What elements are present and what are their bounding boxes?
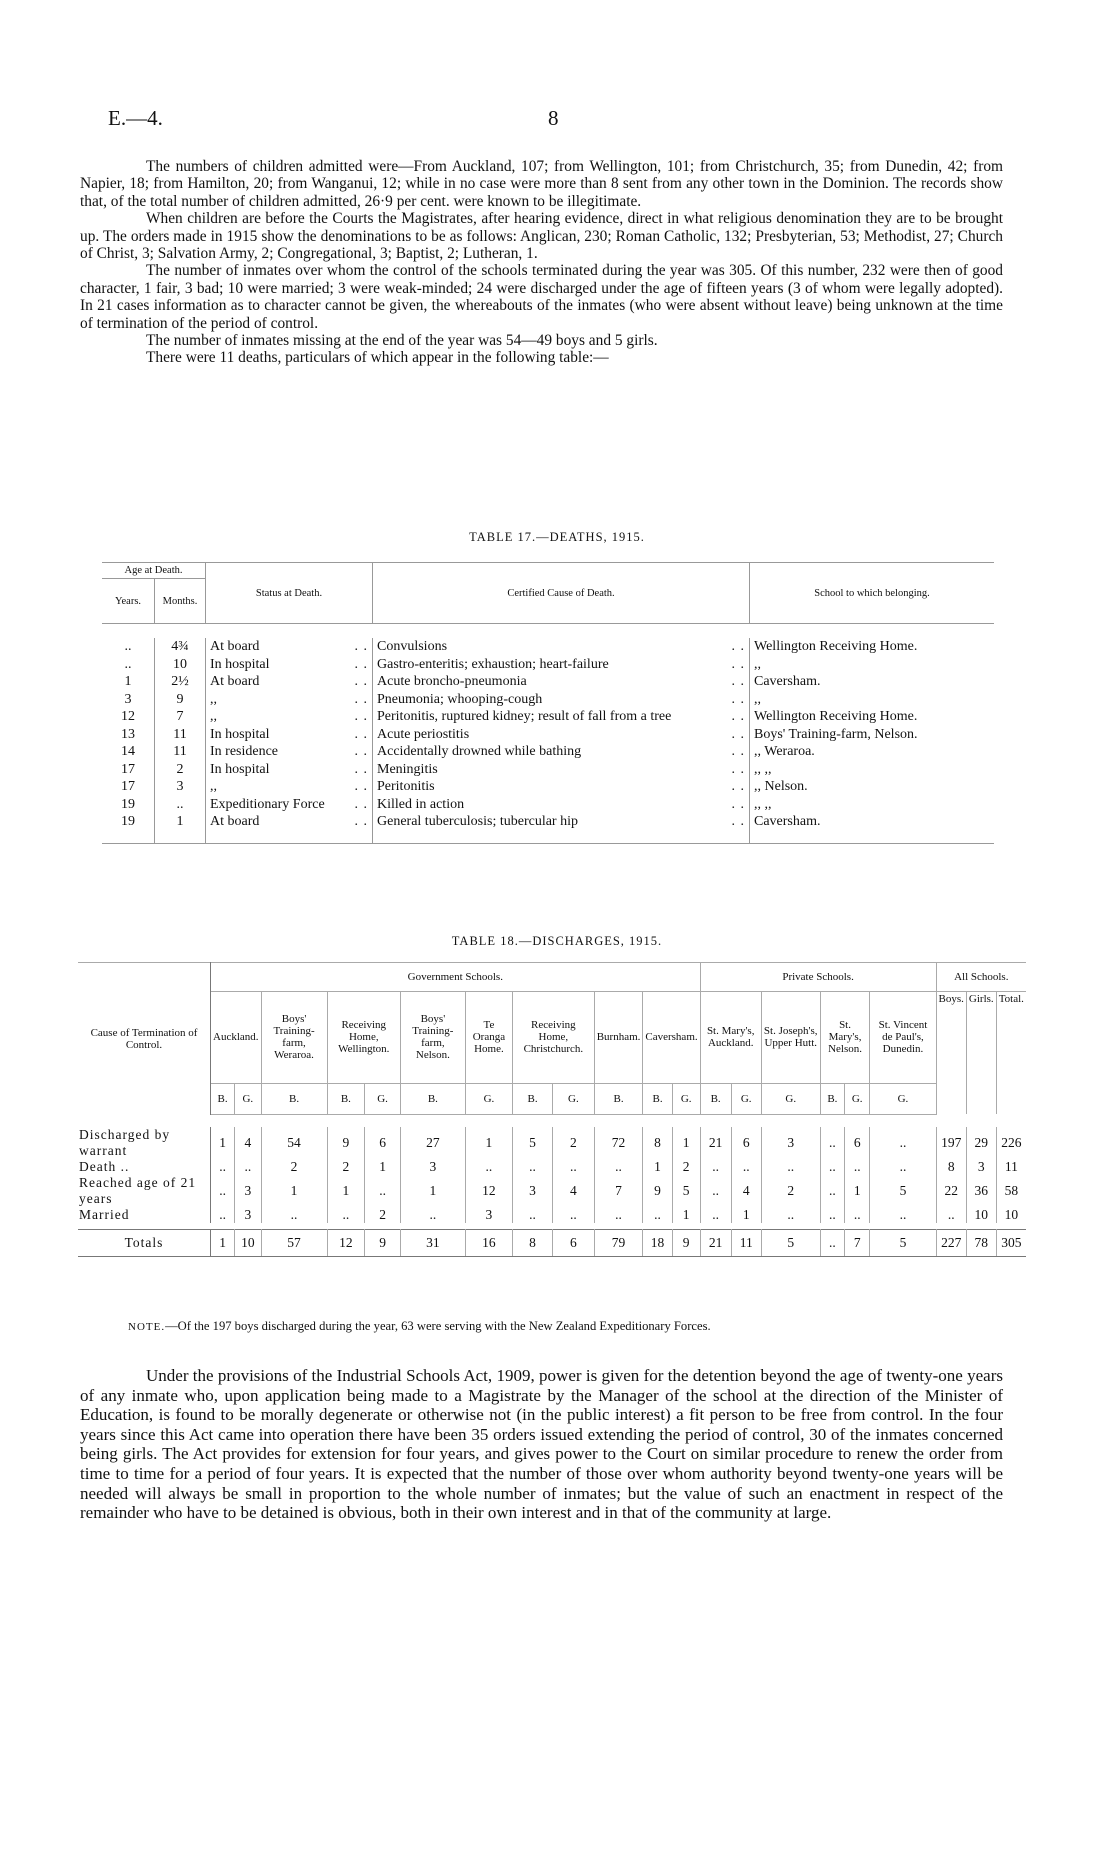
discharge-value: 57 — [261, 1229, 327, 1256]
death-status: ,, . . — [206, 708, 373, 726]
death-cause: Accidentally drowned while bathing . . — [373, 743, 750, 761]
death-age-months: 4¾ — [155, 638, 206, 656]
closing-text — [80, 1366, 1003, 1523]
note-text: —Of the 197 boys discharged during the year, 63 were serving with the New Zealand Expeditionary Forces. — [165, 1319, 711, 1333]
discharge-value: 197 — [936, 1127, 966, 1159]
discharge-value: 6 — [845, 1127, 870, 1159]
sex-subheader: B. — [820, 1083, 844, 1114]
discharge-value: 6 — [553, 1229, 595, 1256]
caversham-header: Caversham. — [643, 992, 700, 1084]
discharge-value: 3 — [465, 1207, 512, 1223]
discharge-value: 31 — [400, 1229, 465, 1256]
discharge-value: 10 — [1004, 1206, 1019, 1222]
cause-header: Certified Cause of Death. — [373, 563, 750, 624]
discharge-cause: Reached age of 21 years — [78, 1175, 211, 1207]
discharge-value: 6 — [365, 1127, 401, 1159]
total-header: Total. — [998, 993, 1024, 1005]
discharge-value: 7 — [594, 1175, 643, 1207]
girls-header: Girls. — [968, 993, 994, 1005]
discharge-value: 1 — [672, 1207, 700, 1223]
discharge-value: 12 — [327, 1229, 365, 1256]
death-status: In hospital . . — [206, 726, 373, 744]
school-header: School to which belonging. — [750, 563, 995, 624]
discharge-value: .. — [845, 1159, 870, 1175]
discharge-value: .. — [700, 1175, 731, 1207]
burnham-header: Burnham. — [596, 1031, 641, 1044]
discharge-value: 3 — [400, 1159, 465, 1175]
discharge-cause: Death .. — [78, 1159, 211, 1175]
discharge-value: 2 — [261, 1159, 327, 1175]
cause-termination-header: Cause of Termination of Control. — [78, 963, 211, 1115]
discharge-value: 79 — [594, 1229, 643, 1256]
discharge-value: 3 — [966, 1159, 996, 1175]
death-status: Expeditionary Force . . — [206, 796, 373, 814]
discharge-value: 227 — [936, 1229, 966, 1256]
death-cause: Acute periostitis . . — [373, 726, 750, 744]
death-age-years: 12 — [102, 708, 155, 726]
discharge-value: 3 — [235, 1175, 261, 1207]
discharge-value: 7 — [845, 1229, 870, 1256]
discharge-value: 9 — [643, 1175, 672, 1207]
discharge-value: 1 — [365, 1159, 401, 1175]
government-schools-header: Government Schools. — [211, 963, 701, 992]
death-school: Boys' Training-farm, Nelson. — [754, 726, 918, 742]
death-age-years: .. — [102, 638, 155, 656]
sex-subheader: B. — [261, 1083, 327, 1114]
discharge-value: .. — [731, 1159, 761, 1175]
death-status: At board . . — [206, 673, 373, 691]
discharge-value: 2 — [672, 1159, 700, 1175]
death-school: ,, ,, — [754, 796, 772, 812]
discharge-value: 1 — [465, 1127, 512, 1159]
discharge-value: 3 — [513, 1175, 553, 1207]
discharge-value: 1 — [211, 1127, 235, 1159]
discharge-value: 1 — [327, 1175, 365, 1207]
death-row — [102, 743, 994, 761]
discharges-table — [78, 962, 1026, 1257]
death-school: Caversham. — [754, 814, 821, 829]
discharge-value: 9 — [365, 1229, 401, 1256]
sex-subheader: B. — [594, 1083, 643, 1114]
discharge-value: 1 — [261, 1175, 327, 1207]
boys-header: Boys. — [938, 993, 964, 1005]
death-status: In residence . . — [206, 743, 373, 761]
months-header: Months. — [155, 579, 206, 624]
discharge-value: .. — [761, 1159, 820, 1175]
discharge-value: 1 — [731, 1207, 761, 1223]
discharge-value: 58 — [1004, 1182, 1019, 1198]
weraroa-header: Boys' Training-farm, Weraroa. — [273, 1013, 315, 1062]
st-vincent-header: St. Vincent de Paul's, Dunedin. — [878, 1019, 928, 1056]
discharge-value: .. — [327, 1207, 365, 1223]
discharge-value: 9 — [327, 1127, 365, 1159]
discharge-value: 27 — [400, 1127, 465, 1159]
discharge-value: .. — [465, 1159, 512, 1175]
death-age-months: 2 — [155, 761, 206, 779]
sex-subheader-row — [78, 1083, 1026, 1114]
discharge-value: 10 — [966, 1207, 996, 1223]
discharge-value: 5 — [870, 1229, 936, 1256]
st-josephs-header: St. Joseph's, Upper Hutt. — [763, 1025, 818, 1050]
nelson-header: Boys' Training-farm, Nelson. — [412, 1013, 454, 1062]
death-row — [102, 708, 994, 726]
sex-subheader: G. — [672, 1083, 700, 1114]
sex-subheader: G. — [845, 1083, 870, 1114]
discharge-value: .. — [820, 1159, 844, 1175]
discharge-value: .. — [553, 1159, 595, 1175]
death-status: At board . . — [206, 638, 373, 656]
death-row — [102, 726, 994, 744]
discharge-value: .. — [211, 1207, 235, 1223]
discharge-value: 16 — [465, 1229, 512, 1256]
death-row — [102, 813, 994, 831]
discharge-value: .. — [700, 1207, 731, 1223]
table18-caption: TABLE 18.—DISCHARGES, 1915. — [451, 934, 663, 948]
discharge-value: 18 — [643, 1229, 672, 1256]
discharge-value: 2 — [365, 1207, 401, 1223]
death-age-years: 17 — [102, 778, 155, 796]
death-school: Wellington Receiving Home. — [754, 709, 918, 724]
discharge-value: 8 — [643, 1127, 672, 1159]
death-age-years: 19 — [102, 796, 155, 814]
note-label: NOTE. — [128, 1321, 166, 1333]
discharge-value: .. — [400, 1207, 465, 1223]
report-code: E.—4. — [108, 106, 163, 130]
discharge-row — [78, 1159, 1026, 1175]
discharge-value: 5 — [761, 1229, 820, 1256]
discharge-value: 5 — [672, 1175, 700, 1207]
paragraph-terminations: The number of inmates over whom the control of the schools terminated during the year was 305. Of this number, 232 were then of good character, 1 fair, 3 bad; 10 were married; 3 were weak-minded; 24 were discharged under the age of fifteen years (3 of whom were legally adopted). In 21 cases information as to character cannot be given, the whereabouts of the inmates (who were absent without leave) being unknown at the time of termination of the period of control. — [80, 262, 1003, 332]
death-cause: Peritonitis . . — [373, 778, 750, 796]
sex-subheader: G. — [235, 1083, 261, 1114]
discharge-value: 9 — [672, 1229, 700, 1256]
death-cause: Meningitis . . — [373, 761, 750, 779]
death-age-years: 14 — [102, 743, 155, 761]
discharge-value: .. — [235, 1159, 261, 1175]
discharge-value: .. — [261, 1207, 327, 1223]
discharge-value: 3 — [761, 1127, 820, 1159]
death-age-years: 3 — [102, 691, 155, 709]
death-status: In hospital . . — [206, 761, 373, 779]
death-age-months: 9 — [155, 691, 206, 709]
discharge-value: .. — [594, 1207, 643, 1223]
table17-caption: TABLE 17.—DEATHS, 1915. — [469, 530, 645, 544]
death-school: ,, — [754, 691, 761, 707]
death-age-months: 10 — [155, 656, 206, 674]
death-age-months: .. — [155, 796, 206, 814]
discharge-value: 21 — [700, 1229, 731, 1256]
discharge-cause: Discharged by warrant — [78, 1127, 211, 1159]
discharge-value: 36 — [966, 1175, 996, 1207]
discharge-value: .. — [365, 1175, 401, 1207]
discharge-value: 5 — [513, 1127, 553, 1159]
discharge-value: .. — [870, 1207, 936, 1223]
death-cause: Killed in action . . — [373, 796, 750, 814]
death-age-months: 1 — [155, 813, 206, 831]
st-marys-auckland-header: St. Mary's, Auckland. — [700, 992, 761, 1084]
discharge-value: 12 — [465, 1175, 512, 1207]
death-age-months: 11 — [155, 743, 206, 761]
paragraph-denominations: When children are before the Courts the Magistrates, after hearing evidence, direct in what religious denomination they are to be brought up. The orders made in 1915 show the denominations to be as follows: Anglican, 230; Roman Catholic, 132; Presbyterian, 53; Methodist, 27; Church of Christ, 3; Salvation Army, 2; Congregational, 3; Baptist, 2; Lutheran, 1. — [80, 210, 1003, 263]
auckland-header: Auckland. — [211, 992, 262, 1084]
death-school: ,, ,, — [754, 761, 772, 777]
death-school: ,, Weraroa. — [754, 744, 815, 759]
receiving-wellington-header: Receiving Home, Wellington. — [327, 992, 400, 1084]
death-cause: Convulsions . . — [373, 638, 750, 656]
discharge-value: 226 — [1001, 1134, 1022, 1150]
sex-subheader: B. — [700, 1083, 731, 1114]
paragraph-missing: The number of inmates missing at the end of the year was 54—49 boys and 5 girls. — [146, 332, 658, 350]
discharge-value: .. — [211, 1175, 235, 1207]
discharge-value: .. — [553, 1207, 595, 1223]
discharge-value: 22 — [936, 1175, 966, 1207]
sex-subheader: B. — [643, 1083, 672, 1114]
page-number: 8 — [548, 106, 559, 130]
death-school: Caversham. — [754, 674, 821, 689]
discharge-value: 1 — [400, 1175, 465, 1207]
age-header: Age at Death. — [102, 563, 206, 579]
all-schools-header: All Schools. — [936, 963, 1026, 992]
death-age-years: 13 — [102, 726, 155, 744]
death-status: ,, . . — [206, 778, 373, 796]
discharge-value: .. — [820, 1127, 844, 1159]
death-cause: Gastro-enteritis; exhaustion; heart-failure . . — [373, 656, 750, 674]
st-marys-nelson-header: St. Mary's, Nelson. — [820, 992, 870, 1084]
discharge-value: .. — [820, 1207, 844, 1223]
receiving-christchurch-header: Receiving Home, Christchurch. — [513, 992, 595, 1084]
death-row — [102, 796, 994, 814]
discharge-value: 72 — [594, 1127, 643, 1159]
totals-row — [78, 1229, 1026, 1256]
death-cause: Peritonitis, ruptured kidney; result of fall from a tree . . — [373, 708, 750, 726]
death-status: ,, . . — [206, 691, 373, 709]
discharge-value: 1 — [211, 1229, 235, 1256]
discharge-value: 2 — [327, 1159, 365, 1175]
discharge-value: .. — [643, 1207, 672, 1223]
discharge-value: 2 — [553, 1127, 595, 1159]
discharge-value: 1 — [845, 1175, 870, 1207]
totals-label: Totals — [78, 1229, 211, 1256]
discharge-value: 3 — [235, 1207, 261, 1223]
sex-subheader: G. — [553, 1083, 595, 1114]
private-schools-header: Private Schools. — [700, 963, 936, 992]
sex-subheader: B. — [211, 1083, 235, 1114]
discharge-value: 4 — [553, 1175, 595, 1207]
death-status: In hospital . . — [206, 656, 373, 674]
discharge-value: 5 — [870, 1175, 936, 1207]
discharge-value: 10 — [235, 1229, 261, 1256]
discharge-value: 78 — [966, 1229, 996, 1256]
death-age-years: 17 — [102, 761, 155, 779]
death-age-years: .. — [102, 656, 155, 674]
death-row — [102, 778, 994, 796]
death-status: At board . . — [206, 813, 373, 831]
sex-subheader: B. — [327, 1083, 365, 1114]
discharge-value: .. — [820, 1229, 844, 1256]
discharge-value: 1 — [643, 1159, 672, 1175]
status-header: Status at Death. — [206, 563, 373, 624]
discharge-value: 8 — [513, 1229, 553, 1256]
discharge-value: 2 — [761, 1175, 820, 1207]
discharge-value: 4 — [731, 1175, 761, 1207]
discharge-row — [78, 1207, 1026, 1223]
discharge-value: .. — [936, 1207, 966, 1223]
sex-subheader: G. — [731, 1083, 761, 1114]
discharge-value: .. — [594, 1159, 643, 1175]
sex-subheader: B. — [400, 1083, 465, 1114]
sex-subheader: B. — [513, 1083, 553, 1114]
discharge-value: 11 — [1004, 1158, 1018, 1174]
sex-subheader: G. — [365, 1083, 401, 1114]
discharge-value: .. — [761, 1207, 820, 1223]
discharge-value: 8 — [936, 1159, 966, 1175]
sex-subheader: G. — [465, 1083, 512, 1114]
death-school: Wellington Receiving Home. — [754, 639, 918, 654]
death-school: ,, Nelson. — [754, 779, 808, 794]
discharge-value: .. — [513, 1207, 553, 1223]
death-school: ,, — [754, 656, 761, 672]
discharge-value: 305 — [996, 1229, 1026, 1256]
te-oranga-header: Te Oranga Home. — [472, 1019, 506, 1056]
discharges-rows — [78, 1127, 1026, 1257]
intro-text — [80, 158, 1003, 367]
sex-subheader: G. — [870, 1083, 936, 1114]
death-cause: General tuberculosis; tubercular hip . . — [373, 813, 750, 831]
discharge-value: 29 — [966, 1127, 996, 1159]
discharge-value: .. — [700, 1159, 731, 1175]
death-row — [102, 761, 994, 779]
discharge-value: 6 — [731, 1127, 761, 1159]
death-cause: Acute broncho-pneumonia . . — [373, 673, 750, 691]
death-age-months: 2½ — [155, 673, 206, 691]
paragraph-deaths-intro: There were 11 deaths, particulars of which appear in the following table:— — [146, 349, 609, 367]
discharge-value: 54 — [261, 1127, 327, 1159]
discharge-value: .. — [820, 1175, 844, 1207]
discharge-value: 4 — [235, 1127, 261, 1159]
discharge-value: .. — [845, 1207, 870, 1223]
death-row — [102, 656, 994, 674]
discharge-row — [78, 1127, 1026, 1159]
discharge-value: .. — [870, 1127, 936, 1159]
deaths-rows — [102, 638, 994, 843]
table-note — [128, 1319, 711, 1334]
discharge-value: .. — [211, 1159, 235, 1175]
discharge-value: 11 — [731, 1229, 761, 1256]
death-age-years: 19 — [102, 813, 155, 831]
death-age-months: 7 — [155, 708, 206, 726]
discharge-value: .. — [513, 1159, 553, 1175]
death-age-months: 3 — [155, 778, 206, 796]
discharge-value: .. — [870, 1159, 936, 1175]
discharge-value: 1 — [672, 1127, 700, 1159]
discharge-row — [78, 1175, 1026, 1207]
death-row — [102, 673, 994, 691]
paragraph-industrial-schools-act: Under the provisions of the Industrial Schools Act, 1909, power is given for the detention beyond the age of twenty-one years of any inmate who, upon application being made to a Magistrate by the Manager of the school at the direction of the Minister of Education, is found to be morally degenerate or otherwise not (in the public interest) a fit person to be free from control. In the four years since this Act came into operation there have been 35 orders issued extending the period of control, 30 of the inmates concerned being girls. The Act provides for extension for four years, and gives power to the Court on similar procedure to renew the order from time to time for a period of four years. It is expected that the number of those over whom authority beyond twenty-one years will be needed will always be small in proportion to the whole number of inmates; but the value of such an enactment in respect of the remainder who have to be detained is obvious, both in their own interest and in that of the community at large. — [80, 1366, 1003, 1523]
death-row — [102, 638, 994, 656]
discharge-value: 21 — [700, 1127, 731, 1159]
paragraph-admissions: The numbers of children admitted were—From Auckland, 107; from Wellington, 101; from Christchurch, 35; from Dunedin, 42; from Napier, 18; from Hamilton, 20; from Wanganui, 12; while in no case were more than 8 sent from any other town in the Dominion. The records show that, of the total number of children admitted, 26·9 per cent. were known to be illegitimate. — [80, 158, 1003, 210]
death-age-years: 1 — [102, 673, 155, 691]
years-header: Years. — [102, 579, 155, 624]
death-age-months: 11 — [155, 726, 206, 744]
sex-subheader: G. — [761, 1083, 820, 1114]
death-row — [102, 691, 994, 709]
death-cause: Pneumonia; whooping-cough . . — [373, 691, 750, 709]
deaths-table — [102, 562, 994, 844]
discharge-cause: Married — [78, 1207, 211, 1223]
